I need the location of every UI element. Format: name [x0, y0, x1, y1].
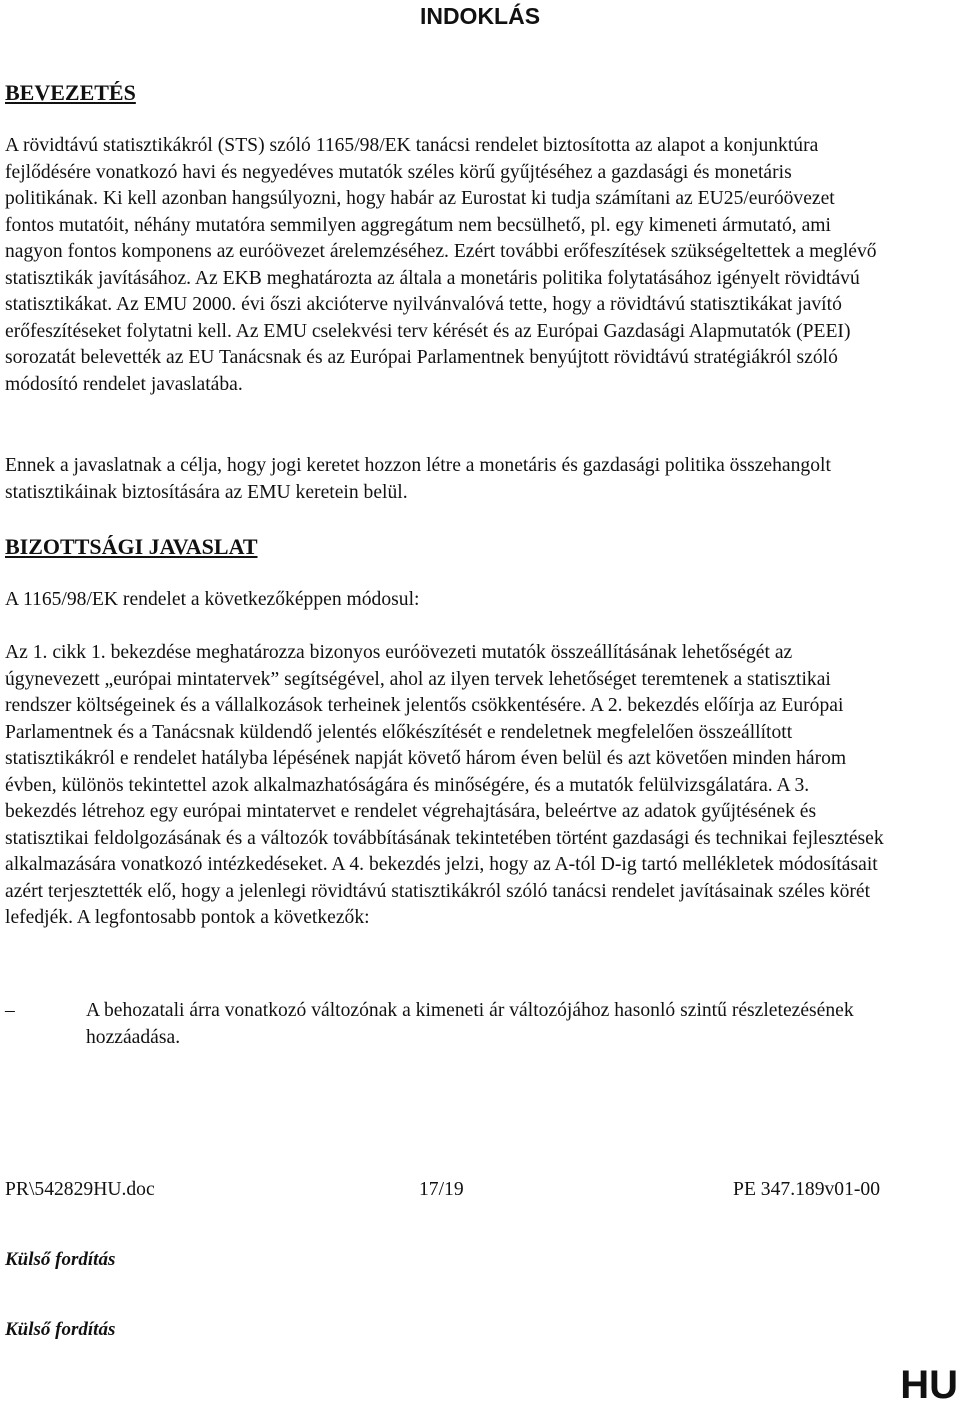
page-footer: [5, 1176, 880, 1204]
proposal-paragraph-1: A 1165/98/EK rendelet a következőképpen módosul:: [5, 589, 420, 610]
bullet-dash: –: [5, 1000, 15, 1021]
list-item: [5, 998, 885, 1051]
footer-page-number: 17/19: [419, 1179, 464, 1200]
bullet-text: A behozatali árra vonatkozó változónak a kimeneti ár változójához hasonló szintű részletezésének hozzáadása.: [86, 1000, 854, 1048]
intro-paragraph-1: A rövidtávú statisztikákról (STS) szóló 1165/98/EK tanácsi rendelet biztosította az alapot a konjunktúra fejlődésére vonatkozó havi és negyedéves mutatók széles körű gyűjtéséhez a gazdasági és monetáris politikának. Ki kell azonban hangsúlyozni, hogy habár az Eurostat ki tudja számítani az EU25/euróövezet fontos mutatóit, néhány mutatóra semmilyen aggregátum nem becsülhető, pl. egy kimeneti ármutató, ami nagyon fontos komponens az euróövezet árelemzéséhez. Ezért további erőfeszítések szükségeltettek a meglévő statisztikák javításához. Az EKB meghatározta az általa a monetáris politika folytatásához igényelt rövidtávú statisztikákat. Az EMU 2000. évi őszi akcióterve nyilvánvalóvá tette, hogy a rövidtávú statisztikákat javító erőfeszítéseket folytatni kell. Az EMU cselekvési terv kérését és az Európai Gazdasági Alapmutatók (PEEI) sorozatát belevették az EU Tanácsnak és az Európai Parlamentnek benyújtott rövidtávú stratégiákról szóló módosító rendelet javaslatába.: [5, 135, 877, 395]
footer-reference: PR\542829HU.doc: [5, 1179, 155, 1200]
language-code: HU: [900, 1363, 958, 1407]
proposal-paragraph-2: Az 1. cikk 1. bekezdése meghatározza bizonyos euróövezeti mutatók összeállításának lehetőségét az úgynevezett „európai mintatervek” segítségével, ahol az ilyen tervek lehetőséget teremtenek a statisztikai rendszer költségeinek és a vállalkozások terheinek jelentős csökkentésére. A 2. bekezdés előírja az Európai Parlamentnek és a Tanácsnak küldendő jelentés előkészítését e rendeletnek megfelelően összeállított statisztikákról e rendelet hatályba lépésének napját követő három éven belül és azt követően minden három évben, különös tekintettel azok alkalmazhatóságára és minőségére, és a mutatók felülvizsgálatára. A 3. bekezdés létrehoz egy európai mintatervet e rendelet végrehajtására, beleértve az adatok gyűjtésének és statisztikai feldolgozásának és a változók továbbításának tekintetében történt gazdasági és technikai fejlesztések alkalmazására vonatkozó intézkedéseket. A 4. bekezdés jelzi, hogy az A-tól D-ig tartó mellékletek módosításait azért terjesztették elő, hogy a jelenlegi rövidtávú statisztikákról szóló tanácsi rendelet javításainak széles körét lefedjék. A legfontosabb pontok a következők:: [5, 642, 884, 928]
external-translation-note: Külső fordítás: [5, 1249, 116, 1270]
external-translation-note: Külső fordítás: [5, 1319, 116, 1340]
document-title: INDOKLÁS: [419, 3, 541, 29]
section-heading-introduction: BEVEZETÉS: [5, 80, 136, 105]
footer-doc-code: PE 347.189v01-00: [733, 1179, 880, 1200]
intro-paragraph-2: Ennek a javaslatnak a célja, hogy jogi keretet hozzon létre a monetáris és gazdasági politika összehangolt statisztikáinak biztosítására az EMU keretein belül.: [5, 455, 831, 503]
section-heading-proposal: BIZOTTSÁGI JAVASLAT: [5, 534, 258, 559]
